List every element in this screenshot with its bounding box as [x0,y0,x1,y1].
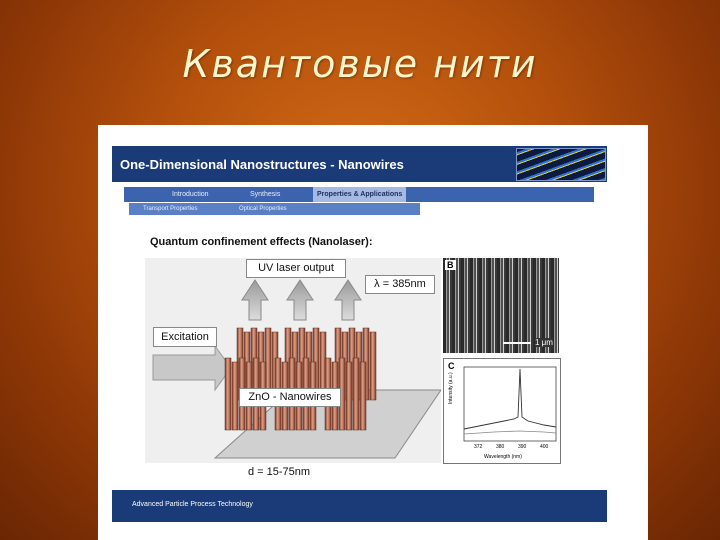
panel-b-label: B [447,260,454,270]
plot-x-label: Wavelength (nm) [484,454,522,460]
wavelength-label: λ = 385nm [365,275,435,294]
scale-bar-label: 1 μm [535,338,553,347]
nanowire [370,332,376,400]
uv-output-label: UV laser output [246,259,346,278]
primary-nav [124,187,594,202]
secondary-nav [129,203,420,215]
header-title: One-Dimensional Nanostructures - Nanowires [120,157,404,172]
emission-arrows [242,280,361,320]
nanowire [225,358,231,430]
nanowire-banner-image [516,148,606,181]
nanowire [232,362,238,430]
slide-title: Квантовые нити [182,42,538,86]
slide-image [98,125,648,540]
nanowire [353,358,359,430]
plot-tick: 390 [518,444,527,450]
scale-bar [503,342,531,344]
excitation-label: Excitation [153,327,217,347]
nav-item-optical[interactable]: Optical Properties [239,206,287,212]
footer-text: Advanced Particle Process Technology [132,501,253,508]
nav-item-synthesis[interactable]: Synthesis [250,191,281,198]
panel-c-label: C [448,361,455,371]
sem-micrograph [443,258,559,353]
material-label: ZnO - Nanowires [239,388,341,407]
nanolaser-diagram [145,258,441,463]
header-bar [112,146,607,182]
figure-heading: Quantum confinement effects (Nanolaser): [150,236,373,248]
footer-bar [112,490,607,522]
nanowire [360,362,366,430]
emission-spectrum-plot [443,358,561,464]
plot-tick: 380 [496,444,505,450]
diameter-label: d = 15-75nm [248,466,311,478]
nav-item-properties[interactable]: Properties & Applications [313,187,406,202]
plot-tick: 400 [540,444,549,450]
nav-item-introduction[interactable]: Introduction [172,191,209,198]
nanowire-array [225,328,376,430]
plot-y-label: Intensity (a.u.) [448,372,454,404]
plot-tick: 372 [474,444,483,450]
nanowire [346,362,352,430]
nav-item-transport[interactable]: Transport Properties [143,206,198,212]
